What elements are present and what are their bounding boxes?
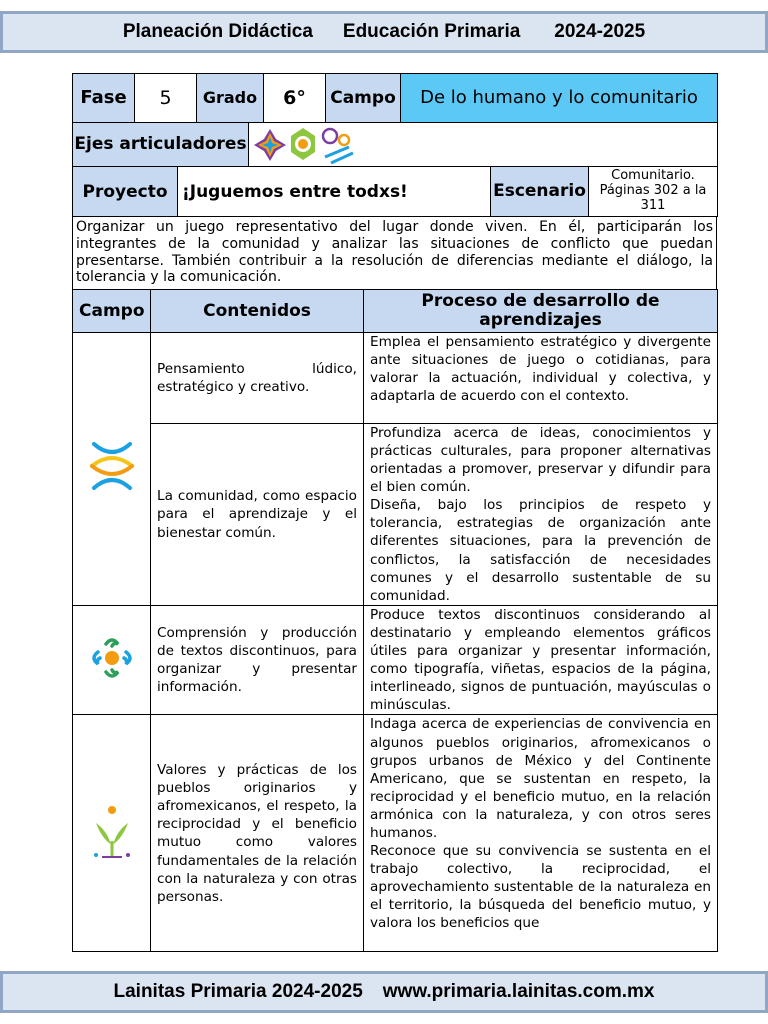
- ejes-icons: [249, 123, 718, 167]
- proceso-cell: [364, 606, 718, 715]
- proceso-cell: [364, 333, 718, 424]
- column-proceso: Proceso de desarrollo de aprendizajes: [364, 290, 718, 333]
- info-table: [72, 73, 718, 123]
- proyecto-table: [72, 166, 718, 217]
- description-table: [72, 216, 717, 290]
- header-banner: [0, 11, 768, 53]
- grado-label: Grado: [197, 74, 264, 123]
- contenido-cell: La comunidad, como espacio para el aprendizaje y el bienestar común.: [151, 424, 364, 606]
- proyecto-label: Proyecto: [73, 167, 178, 217]
- planning-sheet: [72, 73, 717, 952]
- proceso-paragraph: Indaga acerca de experiencias de convivencia en algunos pueblos originarios, afromexicanos o grupos urbanos de México y del Continente Americano, que se sustentan en respeto, la reciprocidad y el beneficio mutuo, en la relación armónica con la naturaleza, y con otros seres humanos.: [370, 716, 711, 841]
- proceso-paragraph: Reconoce que su convivencia se sustenta en el trabajo colectivo, la reciprocidad, el aprovechamiento sustentable de la naturaleza en el territorio, la búsqueda del beneficio mutuo, y valora los beneficios que: [370, 843, 711, 932]
- footer-brand: Lainitas Primaria 2024-2025: [113, 981, 363, 1002]
- header-title: Planeación Didáctica: [122, 21, 313, 42]
- campo-label: Campo: [326, 74, 401, 123]
- grado-value: 6°: [264, 74, 326, 123]
- contenido-cell: Pensamiento lúdico, estratégico y creativo.: [151, 333, 364, 424]
- footer-url[interactable]: www.primaria.lainitas.com.mx: [382, 981, 655, 1002]
- campo-icon-cell: [73, 333, 151, 606]
- ejes-label: Ejes articuladores: [73, 123, 249, 167]
- proceso-paragraph: Emplea el pensamiento estratégico y divergente ante situaciones de juego o cotidianas, para valorar la actuación, individual y colectiva, y adaptarla de acuerdo con el contexto.: [370, 334, 711, 405]
- column-campo: Campo: [73, 290, 151, 333]
- campo-value: De lo humano y lo comunitario: [401, 74, 718, 123]
- header-year: 2024-2025: [554, 21, 646, 42]
- proceso-paragraph: Diseña, bajo los principios de respeto y tolerancia, estrategias de organización ante diferentes situaciones, para la prevención de conflictos, la satisfacción de necesidades comunes y el desarrollo sustentable de su comunidad.: [370, 497, 711, 604]
- etica-naturaleza-icon: [88, 801, 136, 861]
- proceso-paragraph: Produce textos discontinuos considerando al destinatario y empleando elementos gráficos útiles para organizar y presentar información, como tipografía, viñetas, espacios de la página, interlineado, signos de puntuación, mayúsculas o minúsculas.: [370, 607, 711, 714]
- project-description: Organizar un juego representativo del lugar donde viven. En él, participarán los integrantes de la comunidad y analizar las situaciones de conflicto que puedan presentarse. También contribuir a la resolución de diferencias mediante el diálogo, la tolerancia y la comunicación.: [73, 217, 717, 290]
- lenguajes-icon: [88, 634, 136, 682]
- campo-icon-cell: [73, 606, 151, 715]
- proyecto-value: ¡Juguemos entre todxs!: [178, 167, 491, 217]
- fase-label: Fase: [73, 74, 135, 123]
- footer-banner: [0, 971, 768, 1013]
- campo-icon-cell: [73, 715, 151, 952]
- proceso-cell: [364, 715, 718, 952]
- proceso-cell: [364, 424, 718, 606]
- ejes-table: [72, 122, 718, 167]
- column-contenidos: Contenidos: [151, 290, 364, 333]
- humano-comunitario-icon: [88, 440, 136, 492]
- proceso-paragraph: Profundiza acerca de ideas, conocimientos y prácticas culturales, para proponer alternativas orientadas a promover, preservar y difundir para el bien común.: [370, 425, 711, 496]
- escenario-label: Escenario: [491, 167, 589, 217]
- ejes-articuladores-icon: [249, 125, 359, 165]
- contenido-cell: Valores y prácticas de los pueblos originarios y afromexicanos, el respeto, la reciprocidad y el beneficio mutuo como valores fundamentales de la relación con la naturaleza y con otras personas.: [151, 715, 364, 952]
- fase-value: 5: [135, 74, 197, 123]
- header-level: Educación Primaria: [342, 21, 521, 42]
- escenario-value: Comunitario. Páginas 302 a la 311: [589, 167, 718, 217]
- contenido-cell: Comprensión y producción de textos discontinuos, para organizar y presentar información.: [151, 606, 364, 715]
- contents-table: [72, 289, 718, 952]
